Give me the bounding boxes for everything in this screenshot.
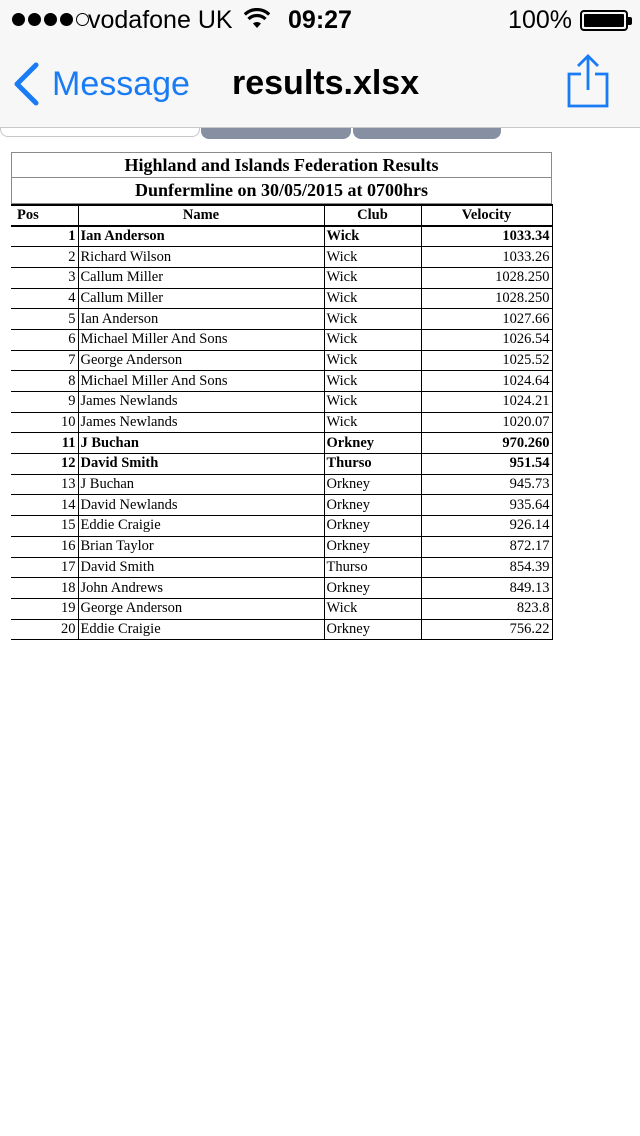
cell-name[interactable]: J Buchan [78,474,324,495]
cell-velocity[interactable]: 1025.52 [421,350,552,371]
cell-pos[interactable]: 13 [11,474,78,495]
share-icon[interactable] [566,54,610,110]
cell-club[interactable]: Wick [324,267,421,288]
cell-club[interactable]: Orkney [324,516,421,537]
status-bar [0,0,640,40]
cell-name[interactable]: David Smith [78,454,324,475]
cell-velocity[interactable]: 1026.54 [421,329,552,350]
cell-name[interactable]: David Smith [78,557,324,578]
cell-pos[interactable]: 4 [11,288,78,309]
page-title: results.xlsx [232,64,420,102]
sheet-subtitle: Dunfermline on 30/05/2015 at 0700hrs [11,178,552,204]
table-row [11,495,552,516]
cell-club[interactable]: Wick [324,350,421,371]
cell-name[interactable]: Michael Miller And Sons [78,329,324,350]
cell-name[interactable]: George Anderson [78,598,324,619]
table-row [11,371,552,392]
sheet-tab-2[interactable] [201,128,351,139]
cell-club[interactable]: Wick [324,329,421,350]
cell-name[interactable]: Callum Miller [78,267,324,288]
cell-club[interactable]: Thurso [324,557,421,578]
table-row [11,288,552,309]
cell-velocity[interactable]: 1033.34 [421,226,552,247]
table-row [11,329,552,350]
cell-pos[interactable]: 18 [11,578,78,599]
cell-club[interactable]: Wick [324,247,421,268]
results-table [11,204,553,640]
cell-velocity[interactable]: 1024.64 [421,371,552,392]
battery-icon [580,10,628,31]
chevron-left-icon [12,62,40,106]
cell-club[interactable]: Wick [324,598,421,619]
cell-club[interactable]: Orkney [324,619,421,640]
cell-name[interactable]: Ian Anderson [78,226,324,247]
cell-pos[interactable]: 10 [11,412,78,433]
cell-velocity[interactable]: 1024.21 [421,392,552,413]
sheet-tab-1[interactable] [0,128,200,137]
cell-velocity[interactable]: 1020.07 [421,412,552,433]
table-header-row [11,205,552,226]
cell-name[interactable]: Michael Miller And Sons [78,371,324,392]
cell-pos[interactable]: 20 [11,619,78,640]
cell-velocity[interactable]: 1028.250 [421,267,552,288]
navigation-bar [0,40,640,128]
cell-pos[interactable]: 8 [11,371,78,392]
cell-pos[interactable]: 3 [11,267,78,288]
cell-pos[interactable]: 11 [11,433,78,454]
header-name: Name [78,205,324,226]
cell-name[interactable]: Eddie Craigie [78,516,324,537]
table-row [11,309,552,330]
spreadsheet [11,152,552,640]
table-row [11,598,552,619]
header-pos: Pos [11,205,78,226]
cell-pos[interactable]: 15 [11,516,78,537]
table-row [11,536,552,557]
cell-velocity[interactable]: 935.64 [421,495,552,516]
cell-name[interactable]: Ian Anderson [78,309,324,330]
table-row [11,267,552,288]
cell-pos[interactable]: 17 [11,557,78,578]
cell-name[interactable]: Brian Taylor [78,536,324,557]
back-button-label: Message [52,64,190,103]
sheet-tab-3[interactable] [353,128,501,139]
cell-club[interactable]: Wick [324,288,421,309]
cell-name[interactable]: John Andrews [78,578,324,599]
cell-pos[interactable]: 19 [11,598,78,619]
cell-name[interactable]: James Newlands [78,412,324,433]
cell-club[interactable]: Orkney [324,474,421,495]
cell-pos[interactable]: 5 [11,309,78,330]
cell-club[interactable]: Orkney [324,495,421,516]
cell-club[interactable]: Wick [324,392,421,413]
cell-velocity[interactable]: 970.260 [421,433,552,454]
cell-velocity[interactable]: 926.14 [421,516,552,537]
table-row [11,226,552,247]
cell-name[interactable]: Richard Wilson [78,247,324,268]
cell-club[interactable]: Orkney [324,536,421,557]
sheet-tabs [0,128,640,140]
cell-velocity[interactable]: 872.17 [421,536,552,557]
cell-club[interactable]: Thurso [324,454,421,475]
sheet-title: Highland and Islands Federation Results [11,152,552,178]
cell-name[interactable]: George Anderson [78,350,324,371]
table-row [11,619,552,640]
cell-club[interactable]: Wick [324,309,421,330]
cell-velocity[interactable]: 945.73 [421,474,552,495]
cell-club[interactable]: Orkney [324,433,421,454]
table-row [11,454,552,475]
table-row [11,433,552,454]
table-row [11,412,552,433]
cell-name[interactable]: Eddie Craigie [78,619,324,640]
cell-club[interactable]: Wick [324,371,421,392]
table-row [11,578,552,599]
cell-club[interactable]: Wick [324,226,421,247]
cell-pos[interactable]: 12 [11,454,78,475]
cell-velocity[interactable]: 1028.250 [421,288,552,309]
cell-velocity[interactable]: 854.39 [421,557,552,578]
cell-velocity[interactable]: 1033.26 [421,247,552,268]
cell-pos[interactable]: 2 [11,247,78,268]
cell-pos[interactable]: 9 [11,392,78,413]
cell-name[interactable]: J Buchan [78,433,324,454]
clock: 09:27 [288,6,352,34]
table-row [11,247,552,268]
cell-name[interactable]: Callum Miller [78,288,324,309]
table-row [11,474,552,495]
header-club: Club [324,205,421,226]
cell-name[interactable]: James Newlands [78,392,324,413]
cell-pos[interactable]: 16 [11,536,78,557]
cell-velocity[interactable]: 823.8 [421,598,552,619]
cell-velocity[interactable]: 1027.66 [421,309,552,330]
battery-percentage: 100% [508,6,572,34]
cell-velocity[interactable]: 756.22 [421,619,552,640]
table-row [11,350,552,371]
carrier-name: vodafone UK [88,6,233,34]
table-row [11,516,552,537]
cell-velocity[interactable]: 951.54 [421,454,552,475]
cell-club[interactable]: Wick [324,412,421,433]
header-velocity: Velocity [421,205,552,226]
cell-pos[interactable]: 6 [11,329,78,350]
cell-club[interactable]: Orkney [324,578,421,599]
table-row [11,557,552,578]
cell-name[interactable]: David Newlands [78,495,324,516]
cell-velocity[interactable]: 849.13 [421,578,552,599]
cell-pos[interactable]: 1 [11,226,78,247]
back-button[interactable] [12,60,190,108]
table-row [11,392,552,413]
cell-pos[interactable]: 14 [11,495,78,516]
cell-pos[interactable]: 7 [11,350,78,371]
